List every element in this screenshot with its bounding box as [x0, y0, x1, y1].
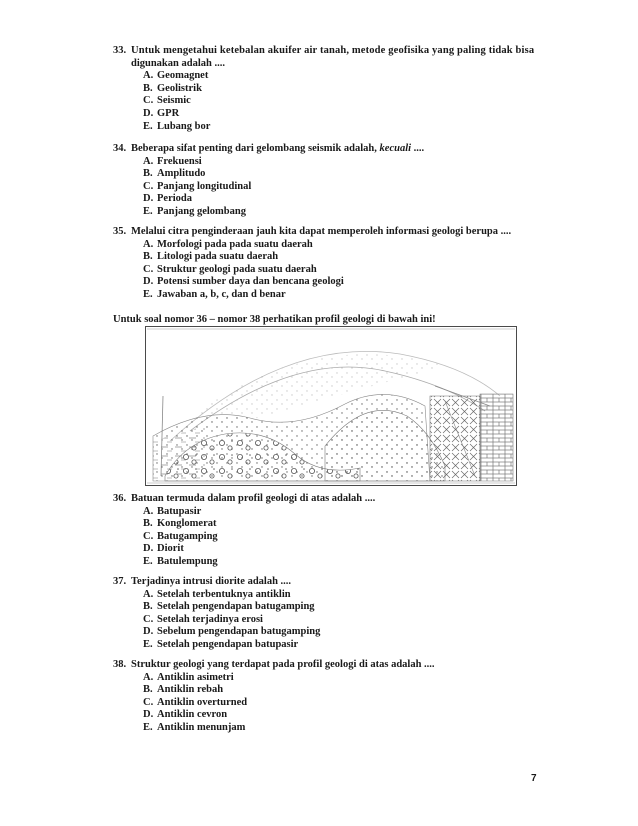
question-number: 34.	[113, 143, 127, 154]
option-e[interactable]	[143, 206, 553, 219]
options-list	[113, 672, 553, 735]
option-text: Konglomerat	[157, 518, 217, 530]
option-text: Seismic	[157, 95, 191, 107]
option-text: Setelah pengendapan batugamping	[157, 601, 315, 613]
question-number: 37.	[113, 576, 127, 587]
option-text: Antiklin asimetri	[157, 671, 234, 683]
stem-text: Untuk mengetahui ketebalan akuifer air tanah, metode geofisika yang paling tidak bisa	[131, 45, 535, 56]
question-stem	[113, 143, 553, 156]
question-38	[113, 659, 553, 735]
option-text: Amplitudo	[157, 168, 206, 180]
question-stem	[113, 45, 553, 58]
option-letter: B.	[143, 251, 153, 263]
question-stem	[113, 659, 553, 672]
options-list	[113, 506, 553, 569]
option-text: Perioda	[157, 193, 192, 205]
option-letter: D.	[143, 626, 154, 638]
option-text: Geomagnet	[157, 70, 209, 82]
option-letter: C.	[143, 95, 154, 107]
option-e[interactable]	[143, 121, 553, 134]
option-text: Lubang bor	[157, 120, 211, 132]
option-letter: D.	[143, 276, 154, 288]
question-stem	[113, 493, 553, 506]
question-number: 38.	[113, 659, 127, 670]
option-letter: A.	[143, 505, 154, 517]
option-text: Antiklin menunjam	[157, 721, 246, 733]
option-a[interactable]	[143, 672, 553, 685]
option-a[interactable]	[143, 156, 553, 169]
option-letter: E.	[143, 288, 153, 300]
question-36	[113, 493, 553, 569]
question-number: 35.	[113, 226, 127, 237]
option-letter: E.	[143, 638, 153, 650]
option-letter: B.	[143, 518, 153, 530]
option-letter: E.	[143, 120, 153, 132]
option-e[interactable]	[143, 722, 553, 735]
option-c[interactable]	[143, 95, 553, 108]
question-37	[113, 576, 553, 652]
option-b[interactable]	[143, 168, 553, 181]
option-letter: D.	[143, 709, 154, 721]
option-text: Morfologi pada pada suatu daerah	[157, 238, 313, 250]
option-letter: D.	[143, 193, 154, 205]
question-stem	[113, 226, 553, 239]
option-letter: A.	[143, 70, 154, 82]
option-c[interactable]	[143, 264, 553, 277]
option-text: Geolistrik	[157, 82, 202, 94]
option-letter: A.	[143, 671, 154, 683]
option-text: Potensi sumber daya dan bencana geologi	[157, 276, 344, 288]
stem-text: Batuan termuda dalam profil geologi di atas adalah ....	[131, 493, 376, 504]
option-text: GPR	[157, 107, 180, 119]
option-d[interactable]	[143, 108, 553, 121]
option-a[interactable]	[143, 70, 553, 83]
option-a[interactable]	[143, 506, 553, 519]
option-d[interactable]	[143, 193, 553, 206]
question-stem	[113, 576, 553, 589]
option-text: Frekuensi	[157, 155, 202, 167]
geology-profile-figure	[145, 326, 517, 486]
option-d[interactable]	[143, 626, 553, 639]
stem-emphasis: kecuali	[379, 143, 412, 154]
question-33	[113, 45, 553, 133]
option-letter: C.	[143, 696, 154, 708]
option-c[interactable]	[143, 697, 553, 710]
options-list	[113, 156, 553, 219]
option-e[interactable]	[143, 556, 553, 569]
option-text: Setelah pengendapan batupasir	[157, 638, 299, 650]
option-text: Setelah terjadinya erosi	[157, 613, 263, 625]
option-letter: B.	[143, 82, 153, 94]
stem-text: Terjadinya intrusi diorite adalah ....	[131, 576, 292, 587]
stem-text-cont: digunakan adalah ....	[131, 57, 225, 69]
option-e[interactable]	[143, 289, 553, 302]
option-a[interactable]	[143, 239, 553, 252]
option-letter: B.	[143, 684, 153, 696]
option-text: Panjang gelombang	[157, 205, 246, 217]
option-b[interactable]	[143, 251, 553, 264]
option-b[interactable]	[143, 83, 553, 96]
options-list	[113, 70, 553, 133]
option-letter: E.	[143, 721, 153, 733]
stem-text: Struktur geologi yang terdapat pada profil geologi di atas adalah ....	[131, 659, 435, 670]
option-letter: B.	[143, 168, 153, 180]
instruction-text: Untuk soal nomor 36 – nomor 38 perhatikan profil geologi di bawah ini!	[113, 314, 436, 325]
option-letter: A.	[143, 588, 154, 600]
option-c[interactable]	[143, 181, 553, 194]
option-text: Struktur geologi pada suatu daerah	[157, 263, 317, 275]
option-text: Batulempung	[157, 555, 218, 567]
option-text: Antiklin cevron	[157, 709, 228, 721]
option-text: Batupasir	[157, 505, 202, 517]
option-d[interactable]	[143, 543, 553, 556]
option-letter: D.	[143, 107, 154, 119]
stem-text: Melalui citra penginderaan jauh kita dapat memperoleh informasi geologi berupa ....	[131, 226, 512, 237]
option-b[interactable]	[143, 601, 553, 614]
question-number: 36.	[113, 493, 127, 504]
option-letter: C.	[143, 530, 154, 542]
option-text: Setelah terbentuknya antiklin	[157, 588, 291, 600]
option-text: Batugamping	[157, 530, 218, 542]
question-34	[113, 143, 553, 219]
option-letter: C.	[143, 263, 154, 275]
option-c[interactable]	[143, 614, 553, 627]
option-letter: A.	[143, 238, 154, 250]
option-text: Jawaban a, b, c, dan d benar	[157, 288, 286, 300]
option-d[interactable]	[143, 276, 553, 289]
page-number: 7	[531, 773, 537, 784]
option-e[interactable]	[143, 639, 553, 652]
option-text: Sebelum pengendapan batugamping	[157, 626, 321, 638]
option-letter: E.	[143, 205, 153, 217]
option-text: Diorit	[157, 543, 184, 555]
question-35	[113, 226, 553, 302]
option-letter: A.	[143, 155, 154, 167]
option-a[interactable]	[143, 589, 553, 602]
stem-text: Beberapa sifat penting dari gelombang seismik adalah,	[131, 143, 380, 154]
option-letter: E.	[143, 555, 153, 567]
question-number: 33.	[113, 45, 127, 56]
option-b[interactable]	[143, 684, 553, 697]
options-list	[113, 239, 553, 302]
option-letter: B.	[143, 601, 153, 613]
option-text: Litologi pada suatu daerah	[157, 251, 279, 263]
option-letter: C.	[143, 180, 154, 192]
option-text: Panjang longitudinal	[157, 180, 252, 192]
geology-profile-diagram	[145, 326, 517, 486]
option-text: Antiklin overturned	[157, 696, 248, 708]
option-letter: D.	[143, 543, 154, 555]
option-c[interactable]	[143, 531, 553, 544]
stem-text-end: ....	[411, 143, 425, 154]
option-d[interactable]	[143, 709, 553, 722]
option-text: Antiklin rebah	[157, 684, 224, 696]
option-b[interactable]	[143, 518, 553, 531]
option-letter: C.	[143, 613, 154, 625]
options-list	[113, 589, 553, 652]
